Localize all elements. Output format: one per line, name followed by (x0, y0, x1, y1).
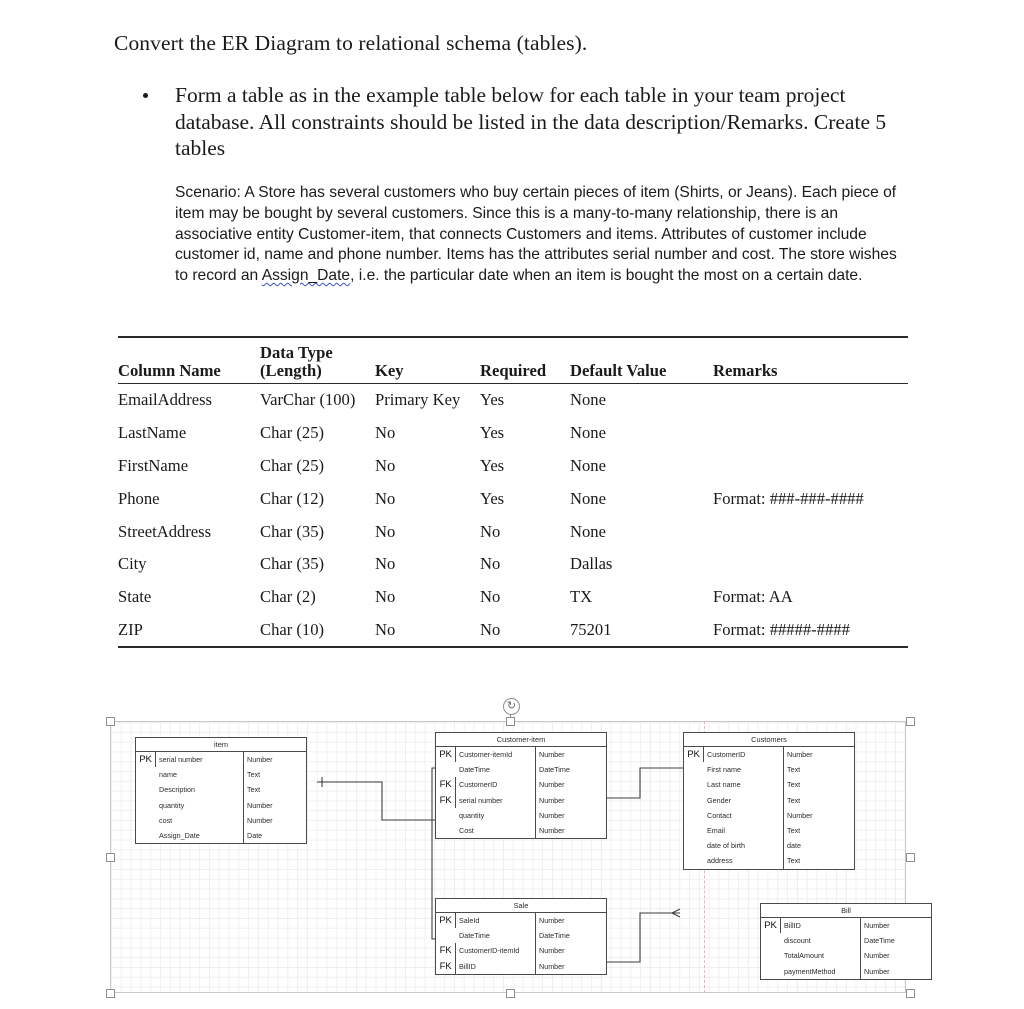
rule-cell-4 (480, 337, 570, 344)
cell-key: No (375, 587, 396, 607)
cell-remarks: Format: ###-###-#### (713, 488, 864, 508)
cell-default: TX (570, 587, 593, 607)
resize-handle-bottom-left[interactable] (106, 989, 115, 998)
cell-remarks (713, 384, 908, 417)
entity-title-item: item (136, 738, 306, 752)
attribute-name: serial number (156, 752, 244, 767)
entity-bill[interactable] (760, 903, 932, 980)
connector-item-customeritem (317, 782, 440, 820)
cell-required: No (480, 521, 501, 541)
attribute-type: Text (787, 825, 801, 835)
entity-attribute-row (436, 943, 606, 958)
cell-required: Yes (480, 488, 505, 508)
cell-name: ZIP (118, 613, 260, 647)
entity-attribute-row (136, 828, 306, 843)
entity-attribute-row (436, 793, 606, 808)
cell-key: No (375, 613, 480, 647)
attribute-type: Text (787, 795, 801, 805)
entity-attribute-row (684, 793, 854, 808)
rule-cell-5 (570, 337, 713, 344)
header-default-value: Default Value (570, 344, 713, 384)
attribute-name: date of birth (704, 838, 784, 853)
bullet-item-text: Form a table as in the example table below for each table in your team project database. All constraints should be listed in the data description/Remarks. Create 5 tables (175, 83, 887, 161)
attribute-type: Number (539, 825, 565, 835)
cell-name: Phone (118, 488, 160, 508)
cell-default: None (570, 423, 606, 443)
entity-rows-customer-item (436, 747, 606, 838)
attribute-name: name (156, 767, 244, 782)
attribute-type: Number (864, 951, 890, 961)
attribute-name: DateTime (456, 928, 536, 943)
cell-type: Char (12) (260, 488, 325, 508)
entity-attribute-row (761, 918, 931, 933)
cell-default: None (570, 390, 606, 410)
resize-handle-top-left[interactable] (106, 717, 115, 726)
cell-name: State (118, 587, 152, 607)
schema-table-body (118, 384, 908, 648)
er-diagram-object[interactable] (100, 698, 916, 1003)
schema-table-header-row (118, 344, 908, 384)
attribute-type: Number (864, 921, 890, 930)
entity-customer-item[interactable] (435, 732, 607, 839)
attribute-type: Text (787, 856, 801, 866)
cell-name: LastName (118, 423, 187, 443)
entity-rows-customers (684, 747, 854, 869)
cell-key: No (375, 455, 396, 475)
attribute-name: cost (156, 813, 244, 828)
resize-handle-bottom-center[interactable] (506, 989, 515, 998)
entity-attribute-row (136, 813, 306, 828)
cell-required: No (480, 613, 570, 647)
table-row (118, 417, 908, 450)
attribute-name: CustomerID (456, 777, 536, 792)
attribute-type: Number (787, 750, 813, 759)
attribute-type: Text (787, 780, 801, 790)
table-row (118, 548, 908, 581)
entity-title-customers: Customers (684, 733, 854, 747)
scenario-text-part1: Scenario: A Store has several customers who buy certain pieces of item (Shirts, or Jeans). Each piece of item may be bought by several customers. Since this is a many-to-many relationship, there is an associative entity Customer-item, that connects Customers and items. Attributes of customer include customer id, name and phone number. Items has the attributes serial number and cost. The store wishes to record an (175, 184, 897, 285)
attribute-type: Number (247, 800, 273, 810)
attribute-type: Number (539, 795, 565, 805)
cell-remarks: Format: #####-#### (713, 613, 908, 647)
entity-item[interactable] (135, 737, 307, 844)
entity-attribute-row (436, 762, 606, 777)
page-title: Convert the ER Diagram to relational schema (tables). (114, 31, 588, 55)
cell-remarks (713, 515, 908, 548)
cell-type: Char (25) (260, 423, 325, 443)
cell-required: No (480, 554, 501, 574)
entity-attribute-row (684, 762, 854, 777)
attribute-name: First name (704, 762, 784, 777)
attribute-name: CustomerID (704, 747, 784, 762)
cell-default: None (570, 488, 606, 508)
attribute-name: quantity (456, 808, 536, 823)
cell-required: No (480, 587, 501, 607)
bullet-list (143, 82, 903, 162)
attribute-name: DateTime (456, 762, 536, 777)
entity-title-bill: Bill (761, 904, 931, 918)
misspelled-word: Assign_Date (261, 267, 351, 285)
attribute-name: CustomerID-itemId (456, 943, 536, 958)
rule-cell-6 (713, 337, 908, 344)
cell-required: Yes (480, 423, 505, 443)
entity-attribute-row (684, 853, 854, 868)
cell-type: Char (10) (260, 613, 375, 647)
entity-title-sale: Sale (436, 899, 606, 913)
attribute-name: SaleId (456, 913, 536, 928)
header-required: Required (480, 344, 570, 384)
entity-attribute-row (436, 808, 606, 823)
entity-attribute-row (684, 808, 854, 823)
schema-table (118, 336, 908, 648)
attribute-type: Text (787, 765, 801, 775)
attribute-type: Number (864, 966, 890, 976)
entity-rows-bill (761, 918, 931, 979)
rule-cell-1 (118, 337, 260, 344)
attribute-type: DateTime (539, 931, 570, 941)
entity-customers[interactable] (683, 732, 855, 870)
attribute-type: Number (539, 780, 565, 790)
cell-type: Char (35) (260, 521, 325, 541)
entity-attribute-row (436, 928, 606, 943)
attribute-type: Date (247, 830, 263, 840)
entity-attribute-row (136, 752, 306, 767)
attribute-key-flag: FK (436, 943, 456, 958)
entity-attribute-row (136, 767, 306, 782)
cell-key: No (375, 521, 396, 541)
resize-handle-bottom-right[interactable] (906, 989, 915, 998)
cell-name: EmailAddress (118, 390, 213, 410)
entity-attribute-row (436, 777, 606, 792)
entity-attribute-row (684, 777, 854, 792)
entity-attribute-row (684, 838, 854, 853)
entity-attribute-row (136, 782, 306, 797)
attribute-type: Number (787, 810, 813, 820)
entity-attribute-row (684, 823, 854, 838)
entity-attribute-row (136, 798, 306, 813)
cell-default: None (570, 455, 606, 475)
attribute-name: paymentMethod (781, 964, 861, 979)
cell-name: StreetAddress (118, 521, 212, 541)
header-data-type-line1: Data Type (260, 343, 333, 362)
resize-handle-top-right[interactable] (906, 717, 915, 726)
attribute-name: Description (156, 782, 244, 797)
rotate-handle-icon[interactable]: ↻ (503, 698, 520, 715)
entity-attribute-row (761, 964, 931, 979)
entity-rows-item (136, 752, 306, 843)
cell-default: Dallas (570, 554, 613, 574)
attribute-key-flag: FK (436, 777, 456, 792)
header-key: Key (375, 344, 480, 384)
attribute-name: address (704, 853, 784, 868)
attribute-key-flag: PK (761, 918, 781, 933)
attribute-name: serial number (456, 793, 536, 808)
cell-default: None (570, 521, 606, 541)
cell-key: No (375, 554, 396, 574)
attribute-type: DateTime (539, 765, 570, 775)
table-row (118, 450, 908, 483)
cell-type: Char (2) (260, 587, 316, 607)
bullet-marker-icon (143, 93, 148, 98)
attribute-name: Email (704, 823, 784, 838)
attribute-name: BillID (456, 959, 536, 974)
table-row (118, 581, 908, 614)
header-data-type (260, 344, 375, 384)
attribute-type: Text (247, 770, 261, 780)
table-row (118, 515, 908, 548)
cell-key: No (375, 488, 396, 508)
cell-remarks (713, 417, 908, 450)
schema-table-top-rule (118, 337, 908, 344)
attribute-type: Number (539, 750, 565, 759)
table-row (118, 613, 908, 647)
entity-attribute-row (761, 948, 931, 963)
attribute-type: Text (247, 785, 261, 795)
entity-attribute-row (436, 823, 606, 838)
attribute-name: TotalAmount (781, 948, 861, 963)
header-column-name: Column Name (118, 344, 260, 384)
attribute-type: Number (539, 810, 565, 820)
cell-default: 75201 (570, 613, 713, 647)
attribute-name: Assign_Date (156, 828, 244, 843)
cell-remarks: Format: AA (713, 587, 793, 607)
resize-handle-top-center[interactable] (506, 717, 515, 726)
attribute-type: date (787, 841, 801, 851)
cell-name: City (118, 554, 147, 574)
attribute-key-flag: PK (436, 913, 456, 928)
table-row (118, 384, 908, 417)
attribute-type: DateTime (864, 936, 895, 946)
attribute-type: Number (539, 916, 565, 925)
rule-cell-3 (375, 337, 480, 344)
cell-type: VarChar (100) (260, 390, 356, 410)
attribute-key-flag: FK (436, 793, 456, 808)
cell-key: Primary Key (375, 390, 461, 410)
resize-handle-middle-right[interactable] (906, 853, 915, 862)
attribute-key-flag: PK (684, 747, 704, 762)
entity-attribute-row (436, 747, 606, 762)
cell-remarks (713, 548, 908, 581)
scenario-text-part2: , i.e. the particular date when an item is bought the most on a certain date. (350, 267, 863, 285)
header-data-type-line2: (Length) (260, 360, 322, 380)
cell-required: Yes (480, 390, 505, 410)
cell-required: Yes (480, 455, 505, 475)
connector-customeritem-customers (597, 768, 695, 798)
entity-sale[interactable] (435, 898, 607, 975)
header-remarks: Remarks (713, 344, 908, 384)
attribute-name: Gender (704, 793, 784, 808)
attribute-type: Number (247, 755, 273, 764)
cell-type: Char (35) (260, 554, 325, 574)
entity-attribute-row (684, 747, 854, 762)
schema-table-head (118, 337, 908, 384)
attribute-name: discount (781, 933, 861, 948)
connector-sale-bill (597, 913, 672, 962)
entity-attribute-row (436, 959, 606, 974)
attribute-name: Cost (456, 823, 536, 838)
scenario-paragraph (175, 183, 900, 287)
attribute-type: Number (539, 961, 565, 971)
attribute-type: Number (247, 815, 273, 825)
entity-attribute-row (761, 933, 931, 948)
entity-rows-sale (436, 913, 606, 974)
entity-title-customer-item: Customer-item (436, 733, 606, 747)
attribute-name: Last name (704, 777, 784, 792)
attribute-key-flag: PK (436, 747, 456, 762)
cell-type: Char (25) (260, 455, 325, 475)
attribute-name: Contact (704, 808, 784, 823)
cell-name: FirstName (118, 455, 189, 475)
resize-handle-middle-left[interactable] (106, 853, 115, 862)
attribute-name: quantity (156, 798, 244, 813)
attribute-type: Number (539, 946, 565, 956)
attribute-name: Customer-itemId (456, 747, 536, 762)
table-row (118, 482, 908, 515)
attribute-name: BillID (781, 918, 861, 933)
attribute-key-flag: FK (436, 959, 456, 974)
cell-remarks (713, 450, 908, 483)
attribute-key-flag: PK (136, 752, 156, 767)
cell-key: No (375, 423, 396, 443)
entity-attribute-row (436, 913, 606, 928)
